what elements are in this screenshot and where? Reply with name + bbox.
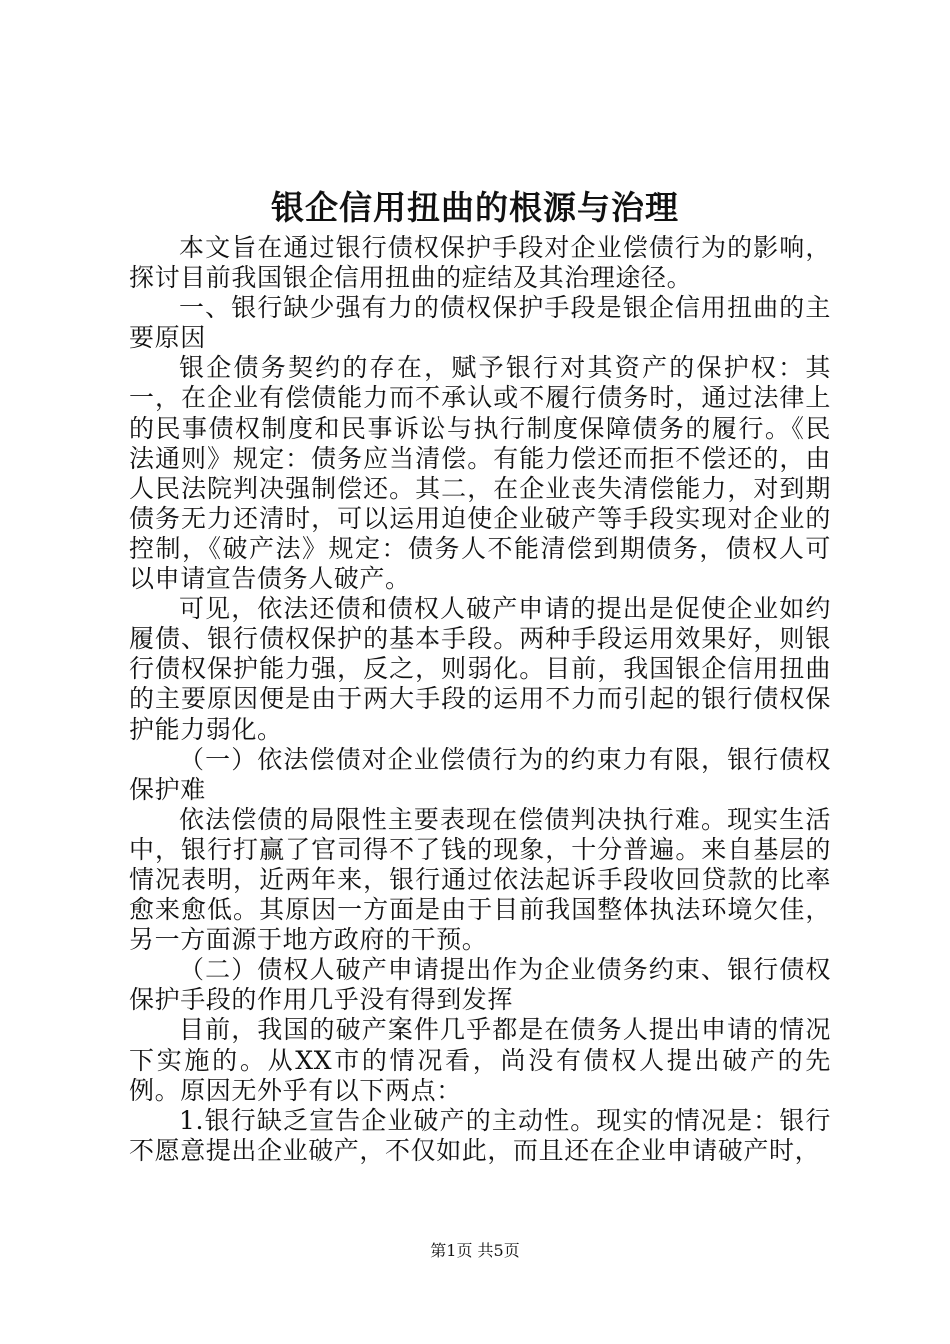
heading-subsection-1: （一）依法偿债对企业偿债行为的约束力有限，银行债权保护难 <box>129 744 831 804</box>
paragraph-intro: 本文旨在通过银行债权保护手段对企业偿债行为的影响，探讨目前我国银企信用扭曲的症结及其治理途径。 <box>129 233 831 293</box>
paragraph-point-1: 1.银行缺乏宣告企业破产的主动性。现实的情况是：银行不愿意提出企业破产，不仅如此，而且还在企业申请破产时， <box>129 1105 831 1165</box>
paragraph-bankruptcy-cases: 目前，我国的破产案件几乎都是在债务人提出申请的情况下实施的。从XX市的情况看，尚没有债权人提出破产的先例。原因无外乎有以下两点： <box>129 1015 831 1105</box>
heading-section-1: 一、银行缺少强有力的债权保护手段是银企信用扭曲的主要原因 <box>129 293 831 353</box>
heading-subsection-2: （二）债权人破产申请提出作为企业债务约束、银行债权保护手段的作用几乎没有得到发挥 <box>129 955 831 1015</box>
paragraph-protection-rights: 银企债务契约的存在，赋予银行对其资产的保护权：其一，在企业有偿债能力而不承认或不履行债务时，通过法律上的民事债权制度和民事诉讼与执行制度保障债务的履行。《民法通则》规定：债务应当清偿。有能力偿还而拒不偿还的，由人民法院判决强制偿还。其二，在企业丧失清偿能力，对到期债务无力还清时，可以运用迫使企业破产等手段实现对企业的控制，《破产法》规定：债务人不能清偿到期债务，债权人可以申请宣告债务人破产。 <box>129 353 831 594</box>
paragraph-basic-means: 可见，依法还债和债权人破产申请的提出是促使企业如约履债、银行债权保护的基本手段。两种手段运用效果好，则银行债权保护能力强，反之，则弱化。目前，我国银企信用扭曲的主要原因便是由于两大手段的运用不力而引起的银行债权保护能力弱化。 <box>129 594 831 744</box>
page-number-footer: 第1页 共5页 <box>430 1241 520 1260</box>
document-title: 银企信用扭曲的根源与治理 <box>271 188 679 227</box>
paragraph-enforcement-difficulty: 依法偿债的局限性主要表现在偿债判决执行难。现实生活中，银行打赢了官司得不了钱的现象，十分普遍。来自基层的情况表明，近两年来，银行通过依法起诉手段收回贷款的比率愈来愈低。其原因一方面是由于目前我国整体执法环境欠佳，另一方面源于地方政府的干预。 <box>129 804 831 955</box>
document-body <box>129 233 831 1166</box>
